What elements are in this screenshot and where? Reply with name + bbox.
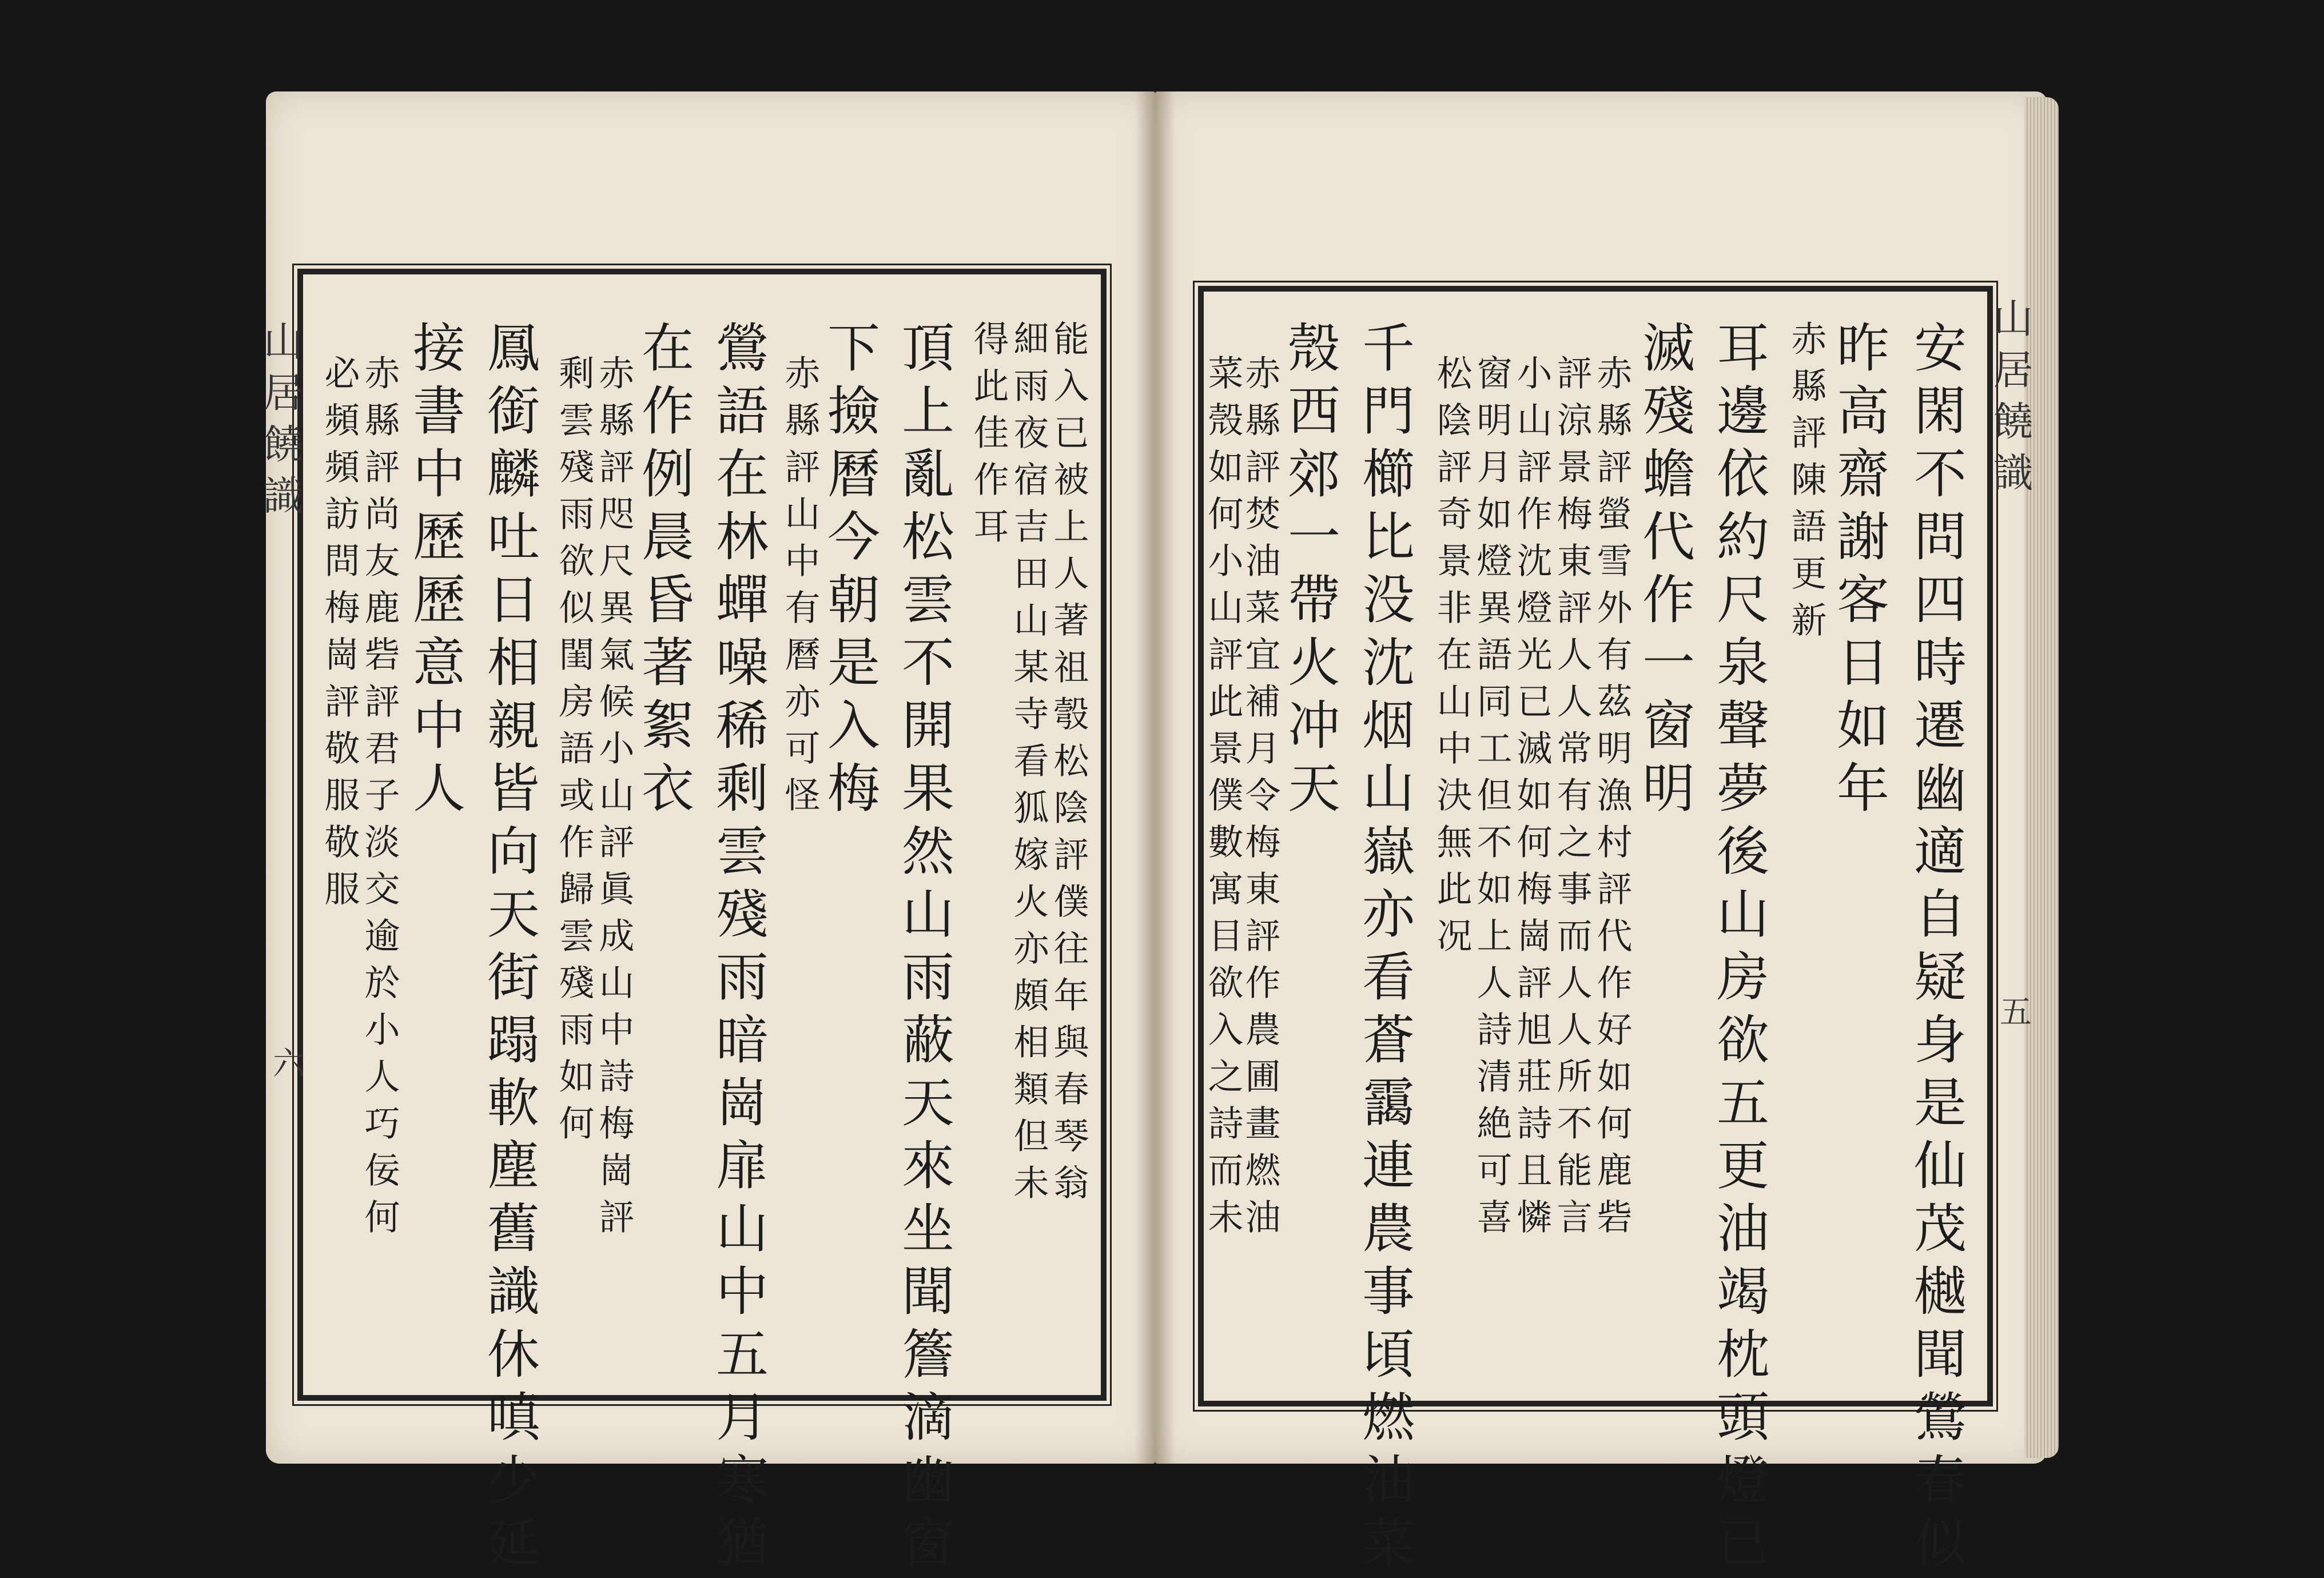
right-page-number: 五 bbox=[1995, 995, 2032, 1027]
commentary-column: 得此佳作耳 bbox=[968, 320, 1009, 555]
commentary-column: 必頻頻訪問梅崗評敬服敬服 bbox=[319, 354, 360, 917]
commentary-column: 赤縣評咫尺異氣候小山評眞成山中詩梅崗評 bbox=[593, 354, 635, 1245]
commentary-column: 赤縣評尚友鹿砦評君子淡交逾於小人巧佞何 bbox=[359, 354, 400, 1245]
commentary-column: 小山評作沈燈光已滅如何梅崗評旭莊詩且憐 bbox=[1511, 354, 1553, 1245]
text-column: 下撿曆今朝是入梅 bbox=[819, 320, 880, 823]
commentary-column: 評涼景梅東評人人常有之事而人人所不能言 bbox=[1551, 354, 1593, 1245]
text-column: 在作例晨昏著絮衣 bbox=[633, 320, 694, 823]
left-page-number: 六 bbox=[268, 1046, 305, 1078]
text-column: 耳邊依約尺泉聲夢後山房欲五更油竭枕頭燈已 bbox=[1708, 320, 1769, 1578]
commentary-column: 赤縣評山中有曆亦可怪 bbox=[779, 354, 821, 823]
text-column: 接書中歷歷意中人 bbox=[404, 320, 465, 823]
commentary-column: 赤縣評焚油菜宜補月令梅東評作農圃畫燃油 bbox=[1239, 354, 1281, 1245]
commentary-column: 赤縣評螢雪外有茲明漁村評代作好如何鹿砦 bbox=[1591, 354, 1633, 1245]
book-gutter bbox=[1135, 91, 1175, 1464]
text-column: 安閑不問四時遷幽適自疑身是仙茂樾聞鶯春似 bbox=[1905, 320, 1967, 1578]
commentary-column: 松陰評奇景非在山中決無此况 bbox=[1431, 354, 1473, 964]
commentary-column: 能入已被上人著祖彀松陰評僕往年與春琴翁 bbox=[1048, 320, 1089, 1211]
text-column: 頂上亂松雲不開果然山雨蔽天來坐聞簷滴幽窗 bbox=[893, 320, 954, 1578]
text-column: 鶯語在林蟬噪稀剩雲殘雨暗崗扉山中五月寒猶 bbox=[707, 320, 769, 1578]
text-column: 殼西郊一帶火冲天 bbox=[1279, 320, 1340, 823]
commentary-column: 細雨夜宿吉田山某寺看狐嫁火亦頗相類但未 bbox=[1008, 320, 1049, 1211]
text-column: 滅殘蟾代作一窗明 bbox=[1634, 320, 1695, 823]
commentary-column: 菜殼如何小山評此景僕數寓目欲入之詩而未 bbox=[1202, 354, 1244, 1245]
right-page-heading: 山居饒識 bbox=[1987, 297, 2034, 503]
text-column: 千門櫛比没沈烟山嶽亦看蒼靄連農事頃燃油菜 bbox=[1354, 320, 1415, 1578]
text-column: 昨高齋謝客日如年 bbox=[1828, 320, 1889, 823]
left-page-heading: 山居饒識 bbox=[257, 320, 304, 526]
commentary-column: 剩雲殘雨欲似閨房語或作歸雲殘雨如何 bbox=[553, 354, 595, 1151]
commentary-column: 赤縣評陳語更新 bbox=[1785, 320, 1827, 648]
commentary-column: 窗明月如燈異語同工但不如上人詩清絶可喜 bbox=[1471, 354, 1513, 1245]
text-column: 鳳銜麟吐日相親皆向天街蹋軟塵舊識休嗔少延 bbox=[479, 320, 540, 1578]
